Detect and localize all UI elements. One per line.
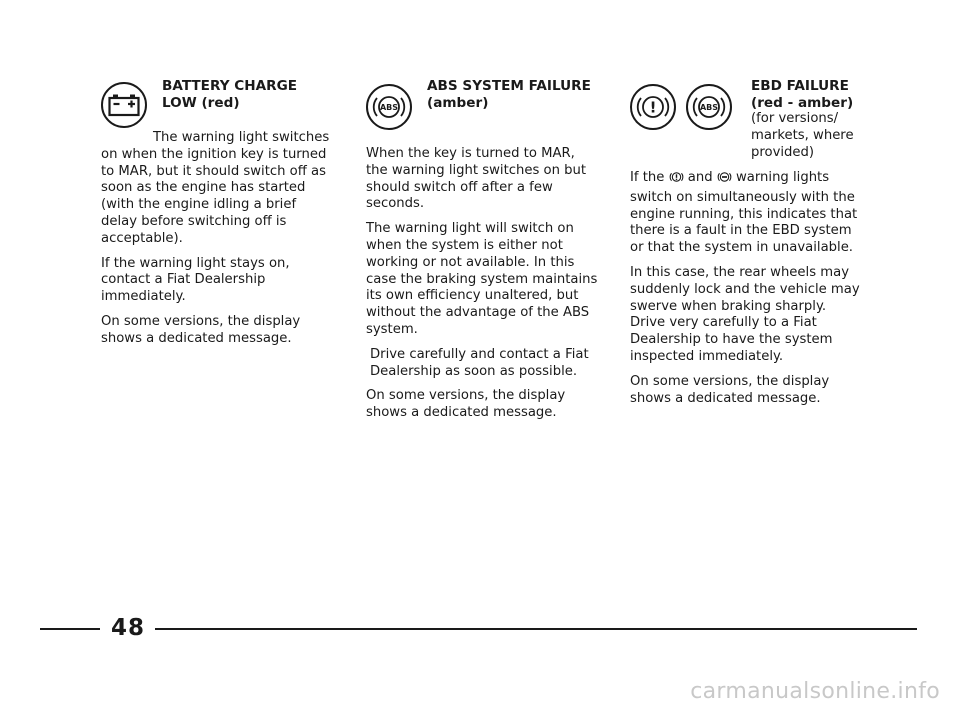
battery-icon xyxy=(101,82,147,128)
battery-paragraph-2: If the warning light stays on, contact a Fiat Dealership immediately. xyxy=(101,255,290,305)
battery-section xyxy=(101,78,333,356)
ebd-title-block xyxy=(751,78,862,162)
brake-warning-icon-label: ! xyxy=(649,98,657,117)
abs-paragraph-2: The warning light will switch on when the system is either not working or not available. In this case the braking system maintains its own efficiency unaltered, but without the advantage of the ABS system. xyxy=(366,221,598,337)
ebd-p1-before: If the xyxy=(630,170,665,185)
abs-header xyxy=(366,78,598,130)
abs-icon xyxy=(717,170,732,190)
footer-rule-right xyxy=(155,628,917,630)
ebd-paragraph-3: On some versions, the display shows a dedicated message. xyxy=(630,373,830,406)
ebd-paragraph-1 xyxy=(630,170,862,257)
abs-icon xyxy=(686,84,732,130)
ebd-paragraph-2: In this case, the rear wheels may suddenly lock and the vehicle may swerve when braking sharply. Drive very carefully to a Fiat Dealership to have the system inspected immediately. xyxy=(630,264,860,364)
watermark: carmanualsonline.info xyxy=(690,679,940,704)
battery-title: BATTERY CHARGE LOW (red) xyxy=(162,78,298,111)
ebd-header xyxy=(630,78,862,162)
abs-icon-label: ABS xyxy=(699,103,719,113)
footer-rule-left xyxy=(40,628,100,630)
abs-paragraph-3: Drive carefully and contact a Fiat Dealership as soon as possible. xyxy=(370,346,589,379)
battery-paragraph-3: On some versions, the display shows a dedicated message. xyxy=(101,313,301,346)
page-number: 48 xyxy=(110,615,145,641)
battery-header xyxy=(101,78,333,130)
brake-warning-icon xyxy=(669,170,684,190)
abs-title: ABS SYSTEM FAILURE (amber) xyxy=(427,78,591,111)
abs-section xyxy=(366,78,598,430)
ebd-p1-and: and xyxy=(687,170,713,185)
abs-paragraph-1: When the key is turned to MAR, the warning light switches on but should switch off after a few seconds. xyxy=(366,146,587,212)
ebd-section xyxy=(630,78,862,415)
abs-icon xyxy=(366,84,412,130)
ebd-subtitle: (for versions/ markets, where provided) xyxy=(751,111,854,160)
ebd-p1-after: warning lights switch on simultaneously with the engine running, this indicates that there is a fault in the EBD system or that the system in unavailable. xyxy=(630,170,858,256)
abs-paragraph-4: On some versions, the display shows a dedicated message. xyxy=(366,388,566,421)
battery-paragraph-1: The warning light switches on when the ignition key is turned to MAR, but it should switch off as soon as the engine has started (with the engine idling a brief delay before switching off is acceptable). xyxy=(101,130,330,246)
brake-warning-icon xyxy=(630,84,676,130)
abs-icon-label: ABS xyxy=(379,103,399,113)
ebd-title: EBD FAILURE (red - amber) xyxy=(751,78,854,111)
